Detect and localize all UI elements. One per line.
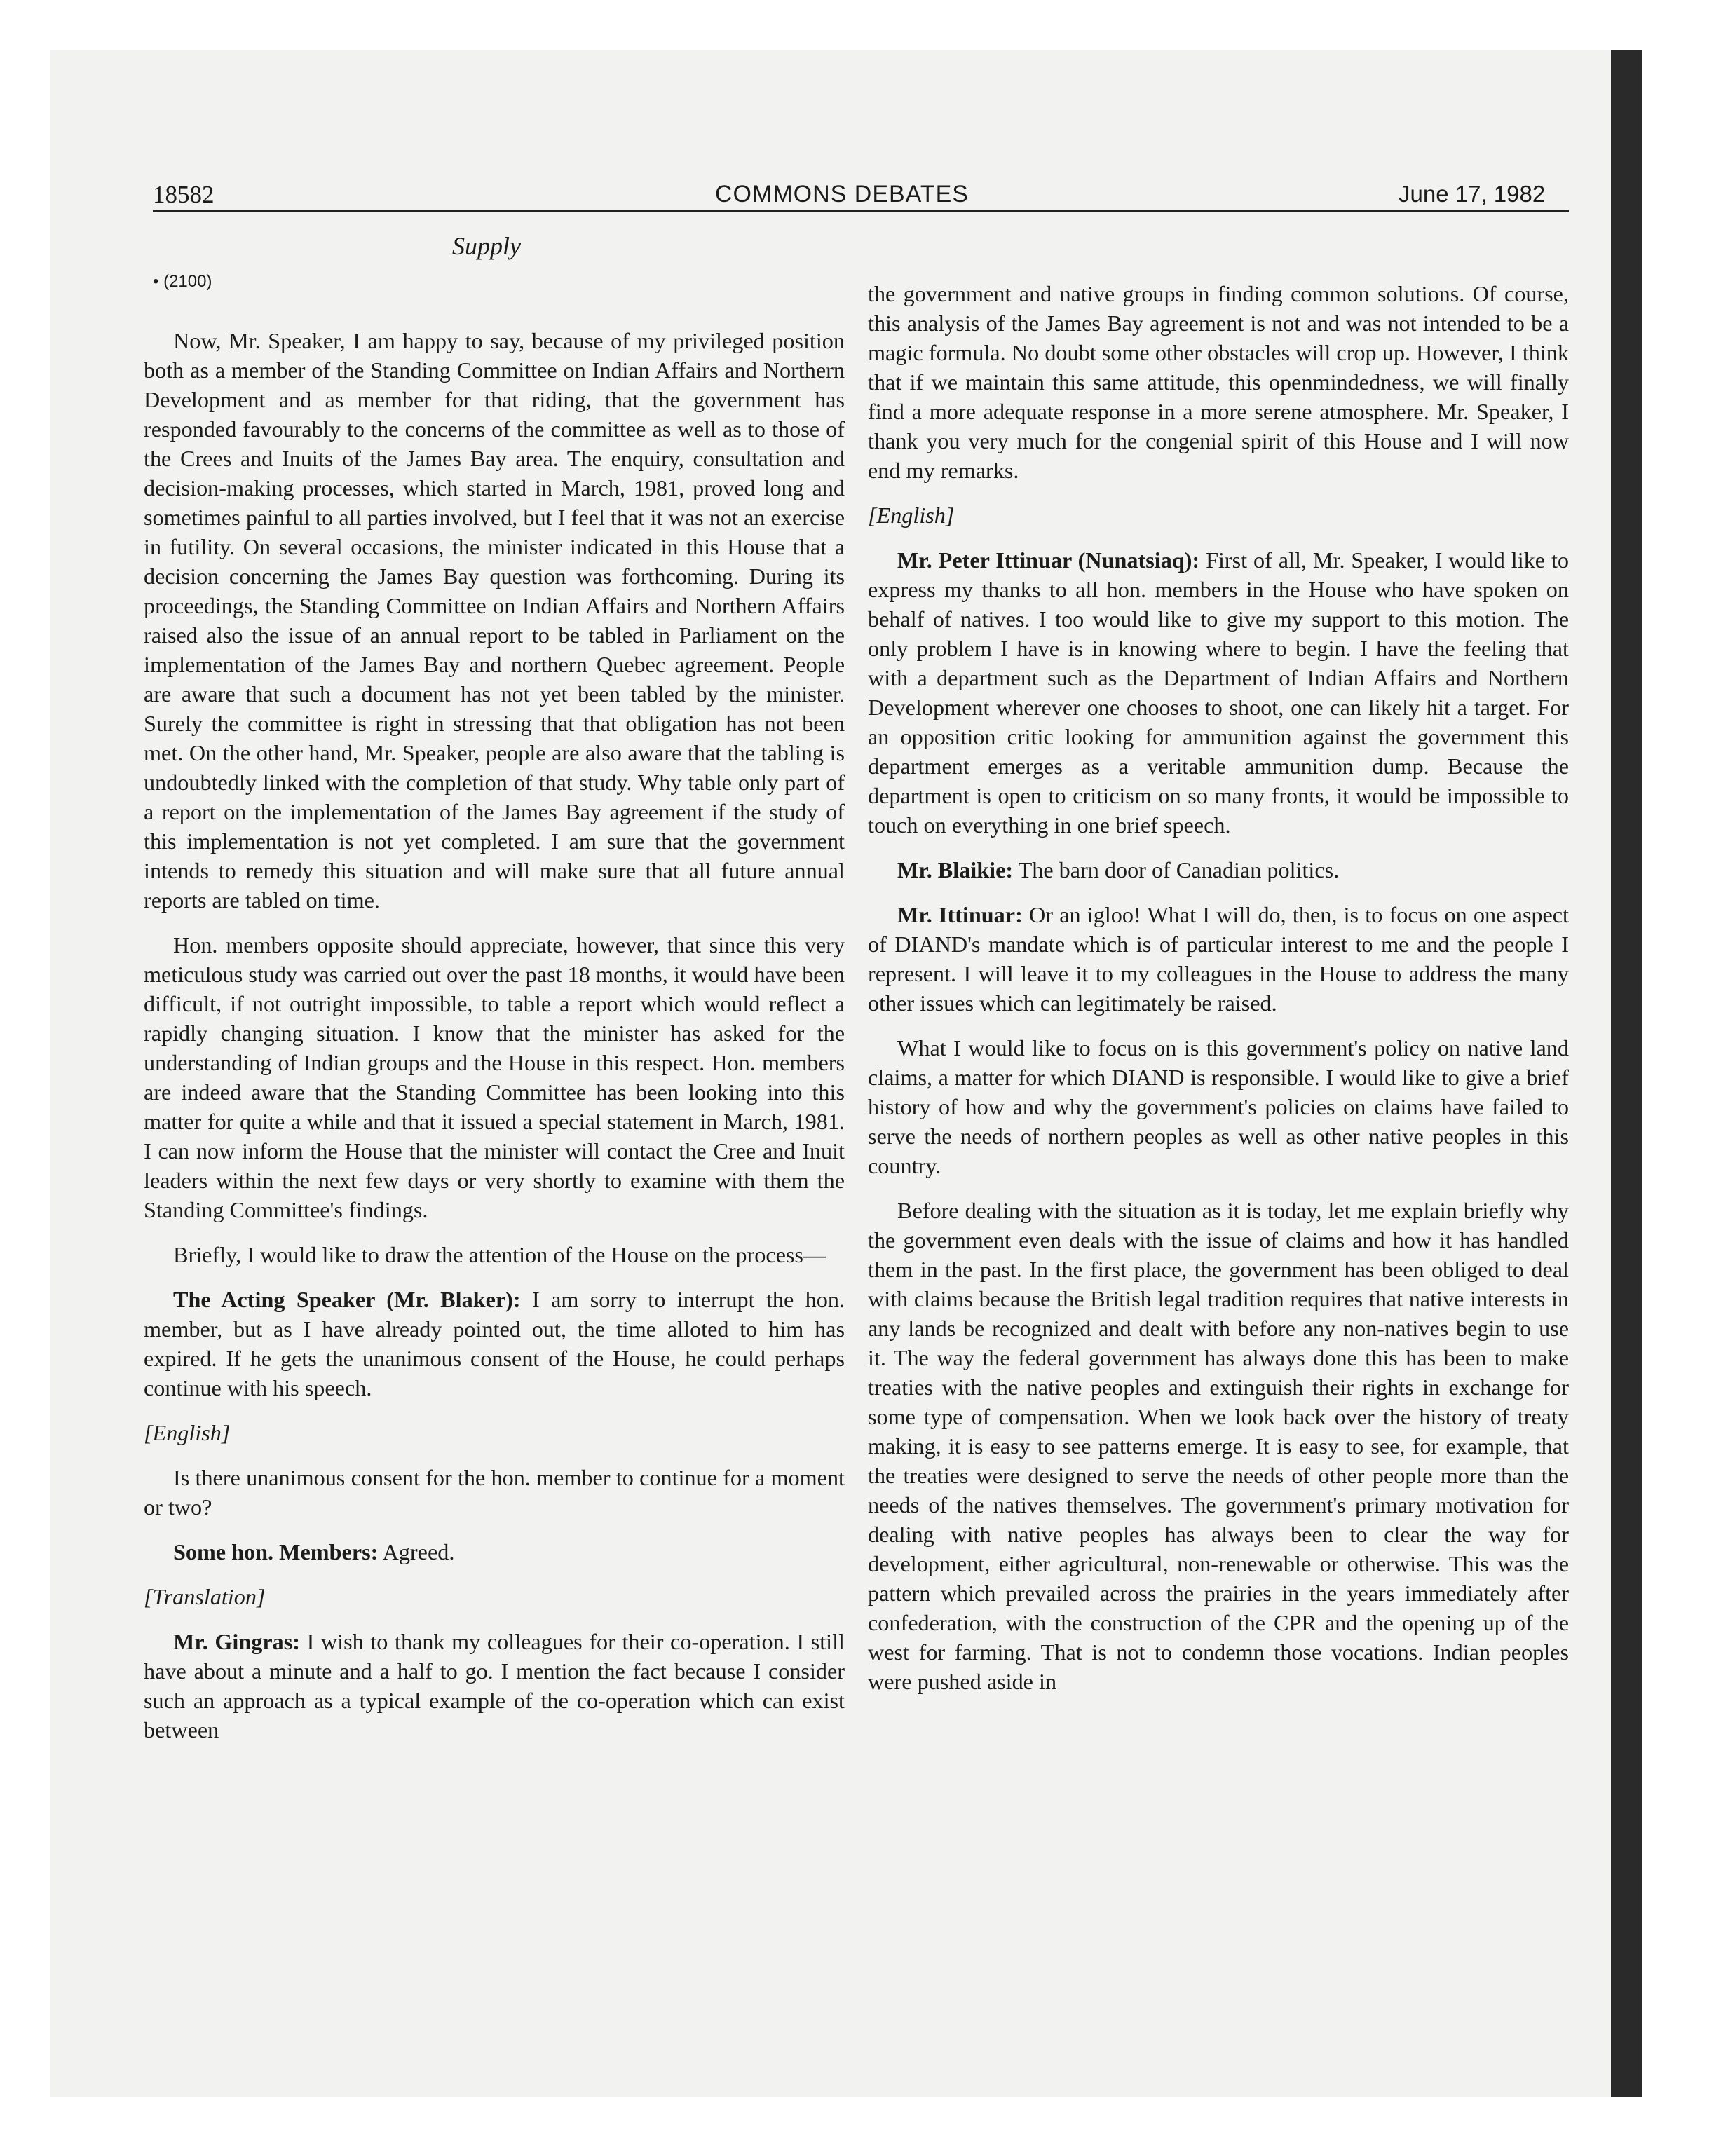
speech-paragraph: Mr. Peter Ittinuar (Nunatsiaq): First of all, Mr. Speaker, I would like to express my thanks to all hon. members in the House who have spoken on behalf of natives. I too would like to give my support to this motion. The only problem I have is in knowing where to begin. I have the feeling that with a department such as the Department of Indian Affairs and Northern Development wherever one chooses to shoot, one can likely hit a target. For an opposition critic looking for ammunition against the government this department emerges as a veritable ammunition dump. Because the department is open to criticism on so many fronts, it would be impossible to touch on everything in one brief speech. (868, 547, 1569, 838)
paragraph: Is there unanimous consent for the hon. member to continue for a moment or two? (144, 1465, 845, 1520)
speaker-name: Mr. Peter Ittinuar (Nunatsiaq): (897, 547, 1200, 573)
right-column (868, 279, 1569, 1712)
header-rule (153, 210, 1569, 212)
paragraph: Now, Mr. Speaker, I am happy to say, because of my privileged position both as a member of the Standing Committee on Indian Affairs and Northern Development and as member for that riding, that the government has responded favourably to the concerns of the committee as well as to those of the Crees and Inuits of the James Bay area. The enquiry, consultation and decision-making processes, which started in March, 1981, proved long and sometimes painful to all parties involved, but I feel that it was not an exercise in futility. On several occasions, the minister indicated in this House that a decision concerning the James Bay question was forthcoming. During its proceedings, the Standing Committee on Indian Affairs and Northern Affairs raised also the issue of an annual report to be tabled in Parliament on the implementation of the James Bay and northern Quebec agreement. People are aware that such a document has not yet been tabled by the minister. Surely the committee is right in stressing that that obligation has not been met. On the other hand, Mr. Speaker, people are also aware that the tabling is undoubtedly linked with the completion of that study. Why table only part of a report on the implementation of the James Bay agreement if the study of this implementation is not yet completed. I am sure that the government intends to remedy this situation and will make sure that all future annual reports are tabled on time. (144, 328, 845, 913)
language-marker: [English] (144, 1420, 231, 1445)
speech-paragraph: The Acting Speaker (Mr. Blaker): I am sorry to interrupt the hon. member, but as I have already pointed out, the time alloted to him has expired. If he gets the unanimous consent of the House, he could perhaps continue with his speech. (144, 1287, 845, 1400)
speaker-name: Some hon. Members: (173, 1539, 379, 1564)
page-number: 18582 (153, 181, 215, 208)
speaker-name: Mr. Ittinuar: (897, 902, 1023, 927)
running-title: COMMONS DEBATES (715, 181, 969, 207)
section-title: Supply (452, 232, 521, 260)
speech-paragraph: Some hon. Members: Agreed. (173, 1539, 455, 1564)
paragraph: Hon. members opposite should appreciate, however, that since this very meticulous study was carried out over the past 18 months, it would have been difficult, if not outright impossible, to table a report which would reflect a rapidly changing situation. I know that the minister has asked for the understanding of Indian groups and the House in this respect. Hon. members are indeed aware that the Standing Committee has been looking into this matter for quite a while and that it issued a special statement in March, 1981. I can now inform the House that the minister will contact the Cree and Inuit leaders within the next few days or very shortly to examine with them the Standing Committee's findings. (144, 932, 845, 1222)
speaker-name: The Acting Speaker (Mr. Blaker): (173, 1287, 521, 1312)
left-column (144, 326, 845, 1760)
speaker-name: Mr. Gingras: (173, 1629, 300, 1654)
paragraph: Briefly, I would like to draw the attention of the House on the process— (173, 1242, 826, 1267)
scan-edge-shadow (1611, 50, 1642, 2097)
speech-paragraph: Mr. Blaikie: The barn door of Canadian politics. (897, 857, 1340, 882)
page-date: June 17, 1982 (1399, 181, 1546, 207)
paragraph: Before dealing with the situation as it is today, let me explain briefly why the government even deals with the issue of claims and how it has handled them in the past. In the first place, the government has been obliged to deal with claims because the British legal tradition requires that native interests in any lands be recognized and dealt with before any non-natives begin to use it. The way the federal government has always done this has been to make treaties with the native peoples and extinguish their rights in exchange for some type of compensation. When we look back over the history of treaty making, it is easy to see patterns emerge. It is easy to see, for example, that the treaties were designed to serve the needs of other people more than the needs of the natives themselves. The government's primary motivation for dealing with native peoples has always been to clear the way for development, either agricultural, non-renewable or otherwise. This was the pattern which prevailed across the prairies in the years immediately after confederation, with the construction of the CPR and the opening up of the west for farming. That is not to condemn those vocations. Indian peoples were pushed aside in (868, 1198, 1569, 1694)
speech-paragraph: Mr. Gingras: I wish to thank my colleagues for their co-operation. I still have about a minute and a half to go. I mention the fact because I consider such an approach as a typical example of the co-operation which can exist between (144, 1629, 845, 1742)
language-marker: [English] (868, 503, 955, 528)
time-marker: • (2100) (153, 272, 212, 291)
paragraph: What I would like to focus on is this government's policy on native land claims, a matter for which DIAND is responsible. I would like to give a brief history of how and why the government's policies on claims have failed to serve the needs of northern peoples as well as other native peoples in this country. (868, 1035, 1569, 1178)
speaker-name: Mr. Blaikie: (897, 857, 1014, 882)
speech-paragraph: Mr. Ittinuar: Or an igloo! What I will do, then, is to focus on one aspect of DIAND's mandate which is of particular interest to me and the people I represent. I will leave it to my colleagues in the House to address the many other issues which can legitimately be raised. (868, 902, 1569, 1016)
paragraph-continued: the government and native groups in finding common solutions. Of course, this analysis of the James Bay agreement is not and was not intended to be a magic formula. No doubt some other obstacles will crop up. However, I think that if we maintain this same attitude, this openmindedness, we will finally find a more adequate response in a more serene atmosphere. Mr. Speaker, I thank you very much for the congenial spirit of this House and I will now end my remarks. (868, 281, 1569, 483)
language-marker: [Translation] (144, 1584, 266, 1609)
